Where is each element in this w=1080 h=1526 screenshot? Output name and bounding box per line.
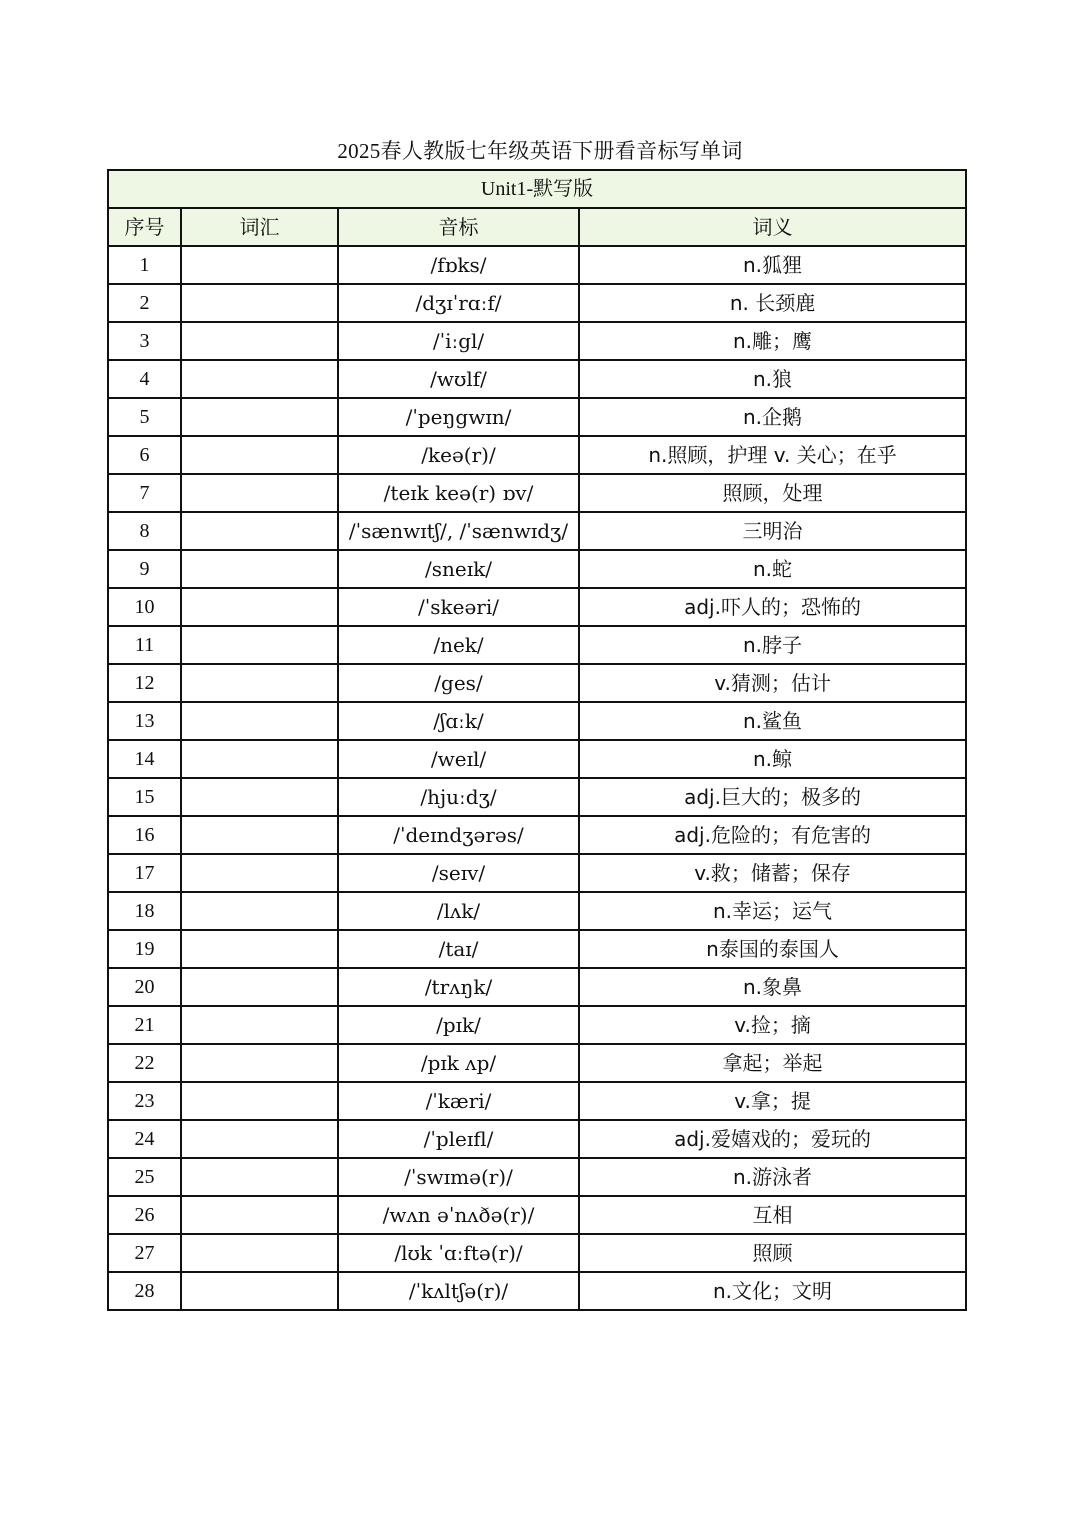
row-number: 2 <box>108 284 181 322</box>
row-number: 5 <box>108 398 181 436</box>
word-cell[interactable] <box>181 1234 338 1272</box>
table-row <box>108 892 966 930</box>
row-number: 12 <box>108 664 181 702</box>
word-cell[interactable] <box>181 436 338 474</box>
meaning-cell: n.狼 <box>579 360 966 398</box>
phonetic-cell: /ˈkæri/ <box>338 1082 579 1120</box>
table-row <box>108 1006 966 1044</box>
meaning-cell: n. 长颈鹿 <box>579 284 966 322</box>
meaning-cell: 互相 <box>579 1196 966 1234</box>
word-cell[interactable] <box>181 284 338 322</box>
row-number: 15 <box>108 778 181 816</box>
meaning-cell: n.游泳者 <box>579 1158 966 1196</box>
meaning-cell: n.文化；文明 <box>579 1272 966 1310</box>
phonetic-cell: /pɪk/ <box>338 1006 579 1044</box>
word-cell[interactable] <box>181 474 338 512</box>
word-cell[interactable] <box>181 664 338 702</box>
table-row <box>108 1158 966 1196</box>
row-number: 17 <box>108 854 181 892</box>
phonetic-cell: /ˈsænwɪtʃ/, /ˈsænwɪdʒ/ <box>338 512 579 550</box>
table-row <box>108 778 966 816</box>
table-row <box>108 1234 966 1272</box>
row-number: 18 <box>108 892 181 930</box>
table-row <box>108 702 966 740</box>
row-number: 19 <box>108 930 181 968</box>
table-row <box>108 474 966 512</box>
meaning-cell: v.拿；提 <box>579 1082 966 1120</box>
phonetic-cell: /lʊk ˈɑːftə(r)/ <box>338 1234 579 1272</box>
word-cell[interactable] <box>181 398 338 436</box>
word-cell[interactable] <box>181 626 338 664</box>
row-number: 6 <box>108 436 181 474</box>
phonetic-cell: /pɪk ʌp/ <box>338 1044 579 1082</box>
table-row <box>108 512 966 550</box>
row-number: 24 <box>108 1120 181 1158</box>
meaning-cell: v.捡；摘 <box>579 1006 966 1044</box>
table-row <box>108 284 966 322</box>
row-number: 16 <box>108 816 181 854</box>
phonetic-cell: /nek/ <box>338 626 579 664</box>
word-cell[interactable] <box>181 360 338 398</box>
table-row <box>108 1044 966 1082</box>
phonetic-cell: /lʌk/ <box>338 892 579 930</box>
word-cell[interactable] <box>181 1006 338 1044</box>
table-row <box>108 246 966 284</box>
meaning-cell: adj.巨大的；极多的 <box>579 778 966 816</box>
row-number: 21 <box>108 1006 181 1044</box>
table-row <box>108 436 966 474</box>
table-row <box>108 1082 966 1120</box>
table-row <box>108 550 966 588</box>
meaning-cell: v.救；储蓄；保存 <box>579 854 966 892</box>
row-number: 25 <box>108 1158 181 1196</box>
row-number: 9 <box>108 550 181 588</box>
meaning-cell: 照顾，处理 <box>579 474 966 512</box>
word-cell[interactable] <box>181 512 338 550</box>
word-cell[interactable] <box>181 1158 338 1196</box>
table-row <box>108 968 966 1006</box>
word-cell[interactable] <box>181 702 338 740</box>
row-number: 7 <box>108 474 181 512</box>
word-cell[interactable] <box>181 892 338 930</box>
phonetic-cell: /fɒks/ <box>338 246 579 284</box>
vocab-table <box>107 169 967 1311</box>
column-header-meaning: 词义 <box>579 208 966 246</box>
table-row <box>108 398 966 436</box>
row-number: 23 <box>108 1082 181 1120</box>
row-number: 26 <box>108 1196 181 1234</box>
word-cell[interactable] <box>181 246 338 284</box>
row-number: 3 <box>108 322 181 360</box>
table-row <box>108 322 966 360</box>
meaning-cell: n.象鼻 <box>579 968 966 1006</box>
phonetic-cell: /seɪv/ <box>338 854 579 892</box>
word-cell[interactable] <box>181 1196 338 1234</box>
meaning-cell: n.狐狸 <box>579 246 966 284</box>
meaning-cell: n.雕；鹰 <box>579 322 966 360</box>
meaning-cell: n.企鹅 <box>579 398 966 436</box>
table-row <box>108 626 966 664</box>
table-body <box>108 246 966 1310</box>
phonetic-cell: /ˈswɪmə(r)/ <box>338 1158 579 1196</box>
word-cell[interactable] <box>181 322 338 360</box>
phonetic-cell: /ʃɑːk/ <box>338 702 579 740</box>
table-row <box>108 360 966 398</box>
phonetic-cell: /dʒɪˈrɑːf/ <box>338 284 579 322</box>
row-number: 28 <box>108 1272 181 1310</box>
row-number: 14 <box>108 740 181 778</box>
meaning-cell: n.鲸 <box>579 740 966 778</box>
table-row <box>108 816 966 854</box>
word-cell[interactable] <box>181 550 338 588</box>
meaning-cell: n.鲨鱼 <box>579 702 966 740</box>
phonetic-cell: /ˈiːgl/ <box>338 322 579 360</box>
word-cell[interactable] <box>181 1082 338 1120</box>
unit-header: Unit1-默写版 <box>108 170 966 208</box>
page-title: 2025春人教版七年级英语下册看音标写单词 <box>337 139 743 163</box>
word-cell[interactable] <box>181 968 338 1006</box>
meaning-cell: n.脖子 <box>579 626 966 664</box>
meaning-cell: 三明治 <box>579 512 966 550</box>
table-row <box>108 930 966 968</box>
phonetic-cell: /wʌn əˈnʌðə(r)/ <box>338 1196 579 1234</box>
meaning-cell: 照顾 <box>579 1234 966 1272</box>
table-row <box>108 1120 966 1158</box>
row-number: 4 <box>108 360 181 398</box>
row-number: 10 <box>108 588 181 626</box>
column-header-word: 词汇 <box>181 208 338 246</box>
meaning-cell: adj.危险的；有危害的 <box>579 816 966 854</box>
phonetic-cell: /keə(r)/ <box>338 436 579 474</box>
word-cell[interactable] <box>181 740 338 778</box>
meaning-cell: n.幸运；运气 <box>579 892 966 930</box>
row-number: 27 <box>108 1234 181 1272</box>
meaning-cell: n.蛇 <box>579 550 966 588</box>
phonetic-cell: /ˈpleɪfl/ <box>338 1120 579 1158</box>
meaning-cell: n.照顾，护理 v. 关心；在乎 <box>579 436 966 474</box>
row-number: 11 <box>108 626 181 664</box>
meaning-cell: 拿起；举起 <box>579 1044 966 1082</box>
phonetic-cell: /ges/ <box>338 664 579 702</box>
table-row <box>108 588 966 626</box>
unit-header-row <box>108 170 966 208</box>
table-row <box>108 854 966 892</box>
row-number: 13 <box>108 702 181 740</box>
phonetic-cell: /teɪk keə(r) ɒv/ <box>338 474 579 512</box>
word-cell[interactable] <box>181 1120 338 1158</box>
row-number: 1 <box>108 246 181 284</box>
word-cell[interactable] <box>181 930 338 968</box>
column-header-row <box>108 208 966 246</box>
word-cell[interactable] <box>181 1272 338 1310</box>
phonetic-cell: /taɪ/ <box>338 930 579 968</box>
phonetic-cell: /trʌŋk/ <box>338 968 579 1006</box>
table-row <box>108 664 966 702</box>
word-cell[interactable] <box>181 1044 338 1082</box>
phonetic-cell: /weɪl/ <box>338 740 579 778</box>
word-cell[interactable] <box>181 778 338 816</box>
phonetic-cell: /ˈskeəri/ <box>338 588 579 626</box>
meaning-cell: n泰国的泰国人 <box>579 930 966 968</box>
row-number: 20 <box>108 968 181 1006</box>
column-header-phonetic: 音标 <box>338 208 579 246</box>
word-cell[interactable] <box>181 816 338 854</box>
meaning-cell: adj.爱嬉戏的；爱玩的 <box>579 1120 966 1158</box>
phonetic-cell: /ˈkʌltʃə(r)/ <box>338 1272 579 1310</box>
meaning-cell: v.猜测；估计 <box>579 664 966 702</box>
word-cell[interactable] <box>181 854 338 892</box>
table-row <box>108 1272 966 1310</box>
phonetic-cell: /ˈpeŋgwɪn/ <box>338 398 579 436</box>
word-cell[interactable] <box>181 588 338 626</box>
table-row <box>108 1196 966 1234</box>
column-header-number: 序号 <box>108 208 181 246</box>
meaning-cell: adj.吓人的；恐怖的 <box>579 588 966 626</box>
phonetic-cell: /hjuːdʒ/ <box>338 778 579 816</box>
table-row <box>108 740 966 778</box>
phonetic-cell: /sneɪk/ <box>338 550 579 588</box>
row-number: 8 <box>108 512 181 550</box>
phonetic-cell: /ˈdeɪndʒərəs/ <box>338 816 579 854</box>
row-number: 22 <box>108 1044 181 1082</box>
phonetic-cell: /wʊlf/ <box>338 360 579 398</box>
